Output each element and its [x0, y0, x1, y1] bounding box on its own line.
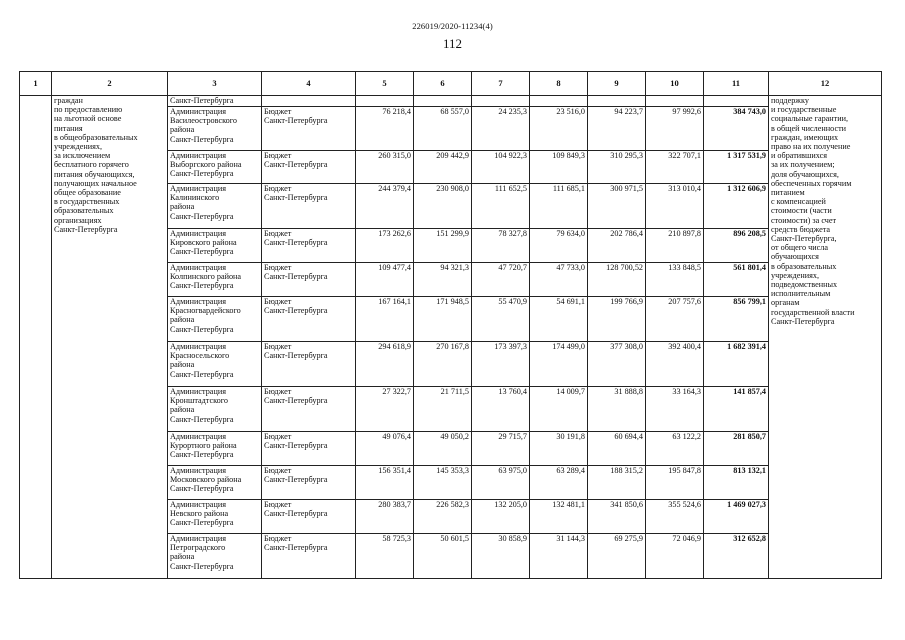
amount-cell-5: 58 725,3 — [356, 534, 414, 579]
amount-cell-9: 60 694,4 — [588, 432, 646, 466]
administration-cell: Администрация Московского района Санкт-Петербурга — [168, 466, 262, 500]
amount-cell-7: 104 922,3 — [472, 151, 530, 184]
column-header-10: 10 — [646, 72, 704, 96]
amount-cell-8: 63 289,4 — [530, 466, 588, 500]
amount-cell-10: 97 992,6 — [646, 107, 704, 151]
amount-cell-10: 207 757,6 — [646, 297, 704, 342]
amount-cell-8: 30 191,8 — [530, 432, 588, 466]
amount-cell-10: 392 400,4 — [646, 342, 704, 387]
column-header-4: 4 — [262, 72, 356, 96]
amount-cell-6: 49 050,2 — [414, 432, 472, 466]
column-header-12: 12 — [769, 72, 882, 96]
page-number: 112 — [442, 36, 463, 51]
amount-cell-6: 226 582,3 — [414, 500, 472, 534]
funding-source-cell: Бюджет Санкт-Петербурга — [262, 107, 356, 151]
amount-cell-5: 49 076,4 — [356, 432, 414, 466]
total-value-cell: 1 682 391,4 — [704, 342, 769, 387]
funding-source-cell: Бюджет Санкт-Петербурга — [262, 387, 356, 432]
amount-cell-6: 145 353,3 — [414, 466, 472, 500]
amount-cell-6: 230 908,0 — [414, 184, 472, 229]
amount-cell-8: 79 634,0 — [530, 229, 588, 263]
indicator-note-cell: поддержку и государственные социальные гарантии, в общей численности граждан, имеющих право на их получение и обратившихся за их получением; доля обучающихся, обеспеченных горячим питанием с компенсацией стоимости (части стоимости) за счет средств бюджета Санкт-Петербурга, от общего числа обучающихся в образовательных учреждениях, подведомственных исполнительным органам государственной власти Санкт-Петербурга — [769, 96, 882, 579]
total-value-cell: 312 652,8 — [704, 534, 769, 579]
amount-cell-6: 94 321,3 — [414, 263, 472, 297]
total-value-cell: 281 850,7 — [704, 432, 769, 466]
amount-cell-10: 63 122,2 — [646, 432, 704, 466]
amount-cell-6: 21 711,5 — [414, 387, 472, 432]
funding-source-cell: Бюджет Санкт-Петербурга — [262, 151, 356, 184]
amount-cell-5: 109 477,4 — [356, 263, 414, 297]
amount-cell-8: 47 733,0 — [530, 263, 588, 297]
administration-cell: Администрация Василеостровского района Санкт-Петербурга — [168, 107, 262, 151]
funding-source-cell: Бюджет Санкт-Петербурга — [262, 184, 356, 229]
amount-cell-9: 202 786,4 — [588, 229, 646, 263]
amount-cell-7: 132 205,0 — [472, 500, 530, 534]
amount-cell-10: 322 707,1 — [646, 151, 704, 184]
funding-source-cell: Бюджет Санкт-Петербурга — [262, 229, 356, 263]
total-value-cell: 856 799,1 — [704, 297, 769, 342]
amount-cell-6: 151 299,9 — [414, 229, 472, 263]
amount-cell-7: 55 470,9 — [472, 297, 530, 342]
amount-cell-7: 29 715,7 — [472, 432, 530, 466]
column-header-1: 1 — [20, 72, 52, 96]
administration-cell: Администрация Кировского района Санкт-Петербурга — [168, 229, 262, 263]
table-cell — [530, 96, 588, 107]
amount-cell-6: 171 948,5 — [414, 297, 472, 342]
total-value-cell: 813 132,1 — [704, 466, 769, 500]
table-cell — [262, 96, 356, 107]
table-cell — [646, 96, 704, 107]
column-1-cell — [20, 96, 52, 579]
amount-cell-6: 209 442,9 — [414, 151, 472, 184]
amount-cell-9: 128 700,52 — [588, 263, 646, 297]
amount-cell-8: 14 009,7 — [530, 387, 588, 432]
total-value-cell: 896 208,5 — [704, 229, 769, 263]
amount-cell-9: 377 308,0 — [588, 342, 646, 387]
table-header-row — [20, 72, 882, 96]
amount-cell-7: 24 235,3 — [472, 107, 530, 151]
table-cell — [472, 96, 530, 107]
column-header-5: 5 — [356, 72, 414, 96]
amount-cell-9: 188 315,2 — [588, 466, 646, 500]
amount-cell-9: 341 850,6 — [588, 500, 646, 534]
amount-cell-9: 31 888,8 — [588, 387, 646, 432]
funding-source-cell: Бюджет Санкт-Петербурга — [262, 297, 356, 342]
amount-cell-9: 310 295,3 — [588, 151, 646, 184]
administration-cell: Администрация Курортного района Санкт-Петербурга — [168, 432, 262, 466]
table-cell — [414, 96, 472, 107]
total-value-cell: 1 469 027,3 — [704, 500, 769, 534]
amount-cell-6: 68 557,0 — [414, 107, 472, 151]
amount-cell-5: 76 218,4 — [356, 107, 414, 151]
administration-cell: Администрация Колпинского района Санкт-Петербурга — [168, 263, 262, 297]
amount-cell-7: 111 652,5 — [472, 184, 530, 229]
total-value-cell: 141 857,4 — [704, 387, 769, 432]
budget-table — [19, 71, 882, 579]
amount-cell-7: 30 858,9 — [472, 534, 530, 579]
amount-cell-8: 132 481,1 — [530, 500, 588, 534]
amount-cell-5: 167 164,1 — [356, 297, 414, 342]
amount-cell-9: 199 766,9 — [588, 297, 646, 342]
funding-source-cell: Бюджет Санкт-Петербурга — [262, 466, 356, 500]
amount-cell-8: 174 499,0 — [530, 342, 588, 387]
administration-cell: Администрация Выборгского района Санкт-Петербурга — [168, 151, 262, 184]
amount-cell-10: 72 046,9 — [646, 534, 704, 579]
amount-cell-5: 173 262,6 — [356, 229, 414, 263]
amount-cell-5: 260 315,0 — [356, 151, 414, 184]
amount-cell-8: 54 691,1 — [530, 297, 588, 342]
document-id: 226019/2020-11234(4) — [412, 21, 493, 31]
program-purpose-cell: граждан по предоставлению на льготной основе питания в общеобразовательных учреждениях, за исключением бесплатного горячего питания обучающихся, получающих начальное общее образование в государственных образовательных организациях Санкт-Петербурга — [52, 96, 168, 579]
amount-cell-10: 313 010,4 — [646, 184, 704, 229]
amount-cell-10: 355 524,6 — [646, 500, 704, 534]
amount-cell-5: 280 383,7 — [356, 500, 414, 534]
amount-cell-8: 31 144,3 — [530, 534, 588, 579]
amount-cell-5: 156 351,4 — [356, 466, 414, 500]
amount-cell-8: 111 685,1 — [530, 184, 588, 229]
total-value-cell: 561 801,4 — [704, 263, 769, 297]
amount-cell-10: 195 847,8 — [646, 466, 704, 500]
table-cell — [588, 96, 646, 107]
amount-cell-10: 210 897,8 — [646, 229, 704, 263]
column-header-2: 2 — [52, 72, 168, 96]
amount-cell-9: 94 223,7 — [588, 107, 646, 151]
amount-cell-8: 23 516,0 — [530, 107, 588, 151]
amount-cell-9: 69 275,9 — [588, 534, 646, 579]
amount-cell-9: 300 971,5 — [588, 184, 646, 229]
funding-source-cell: Бюджет Санкт-Петербурга — [262, 342, 356, 387]
column-header-11: 11 — [704, 72, 769, 96]
administration-cell: Администрация Кронштадтского района Санкт-Петербурга — [168, 387, 262, 432]
amount-cell-5: 244 379,4 — [356, 184, 414, 229]
amount-cell-10: 33 164,3 — [646, 387, 704, 432]
total-value-cell: 1 312 606,9 — [704, 184, 769, 229]
administration-cell: Администрация Петроградского района Санкт-Петербурга — [168, 534, 262, 579]
administration-cell: Администрация Невского района Санкт-Петербурга — [168, 500, 262, 534]
funding-source-cell: Бюджет Санкт-Петербурга — [262, 432, 356, 466]
funding-source-cell: Бюджет Санкт-Петербурга — [262, 500, 356, 534]
amount-cell-8: 109 849,3 — [530, 151, 588, 184]
column-header-9: 9 — [588, 72, 646, 96]
amount-cell-6: 270 167,8 — [414, 342, 472, 387]
administration-cell: Администрация Красногвардейского района Санкт-Петербурга — [168, 297, 262, 342]
amount-cell-7: 63 975,0 — [472, 466, 530, 500]
amount-cell-7: 47 720,7 — [472, 263, 530, 297]
administration-cell: Администрация Красносельского района Санкт-Петербурга — [168, 342, 262, 387]
table-cell — [704, 96, 769, 107]
total-value-cell: 384 743,0 — [704, 107, 769, 151]
administration-cell: Администрация Калининского района Санкт-Петербурга — [168, 184, 262, 229]
column-header-8: 8 — [530, 72, 588, 96]
amount-cell-6: 50 601,5 — [414, 534, 472, 579]
total-value-cell: 1 317 531,9 — [704, 151, 769, 184]
amount-cell-10: 133 848,5 — [646, 263, 704, 297]
amount-cell-7: 173 397,3 — [472, 342, 530, 387]
amount-cell-5: 294 618,9 — [356, 342, 414, 387]
funding-source-cell: Бюджет Санкт-Петербурга — [262, 263, 356, 297]
column-header-3: 3 — [168, 72, 262, 96]
amount-cell-7: 13 760,4 — [472, 387, 530, 432]
table-row-continuation — [20, 96, 882, 107]
table-cell — [356, 96, 414, 107]
amount-cell-7: 78 327,8 — [472, 229, 530, 263]
funding-source-cell: Бюджет Санкт-Петербурга — [262, 534, 356, 579]
column-header-7: 7 — [472, 72, 530, 96]
continuation-cell: Санкт-Петербурга — [168, 96, 262, 107]
amount-cell-5: 27 322,7 — [356, 387, 414, 432]
column-header-6: 6 — [414, 72, 472, 96]
